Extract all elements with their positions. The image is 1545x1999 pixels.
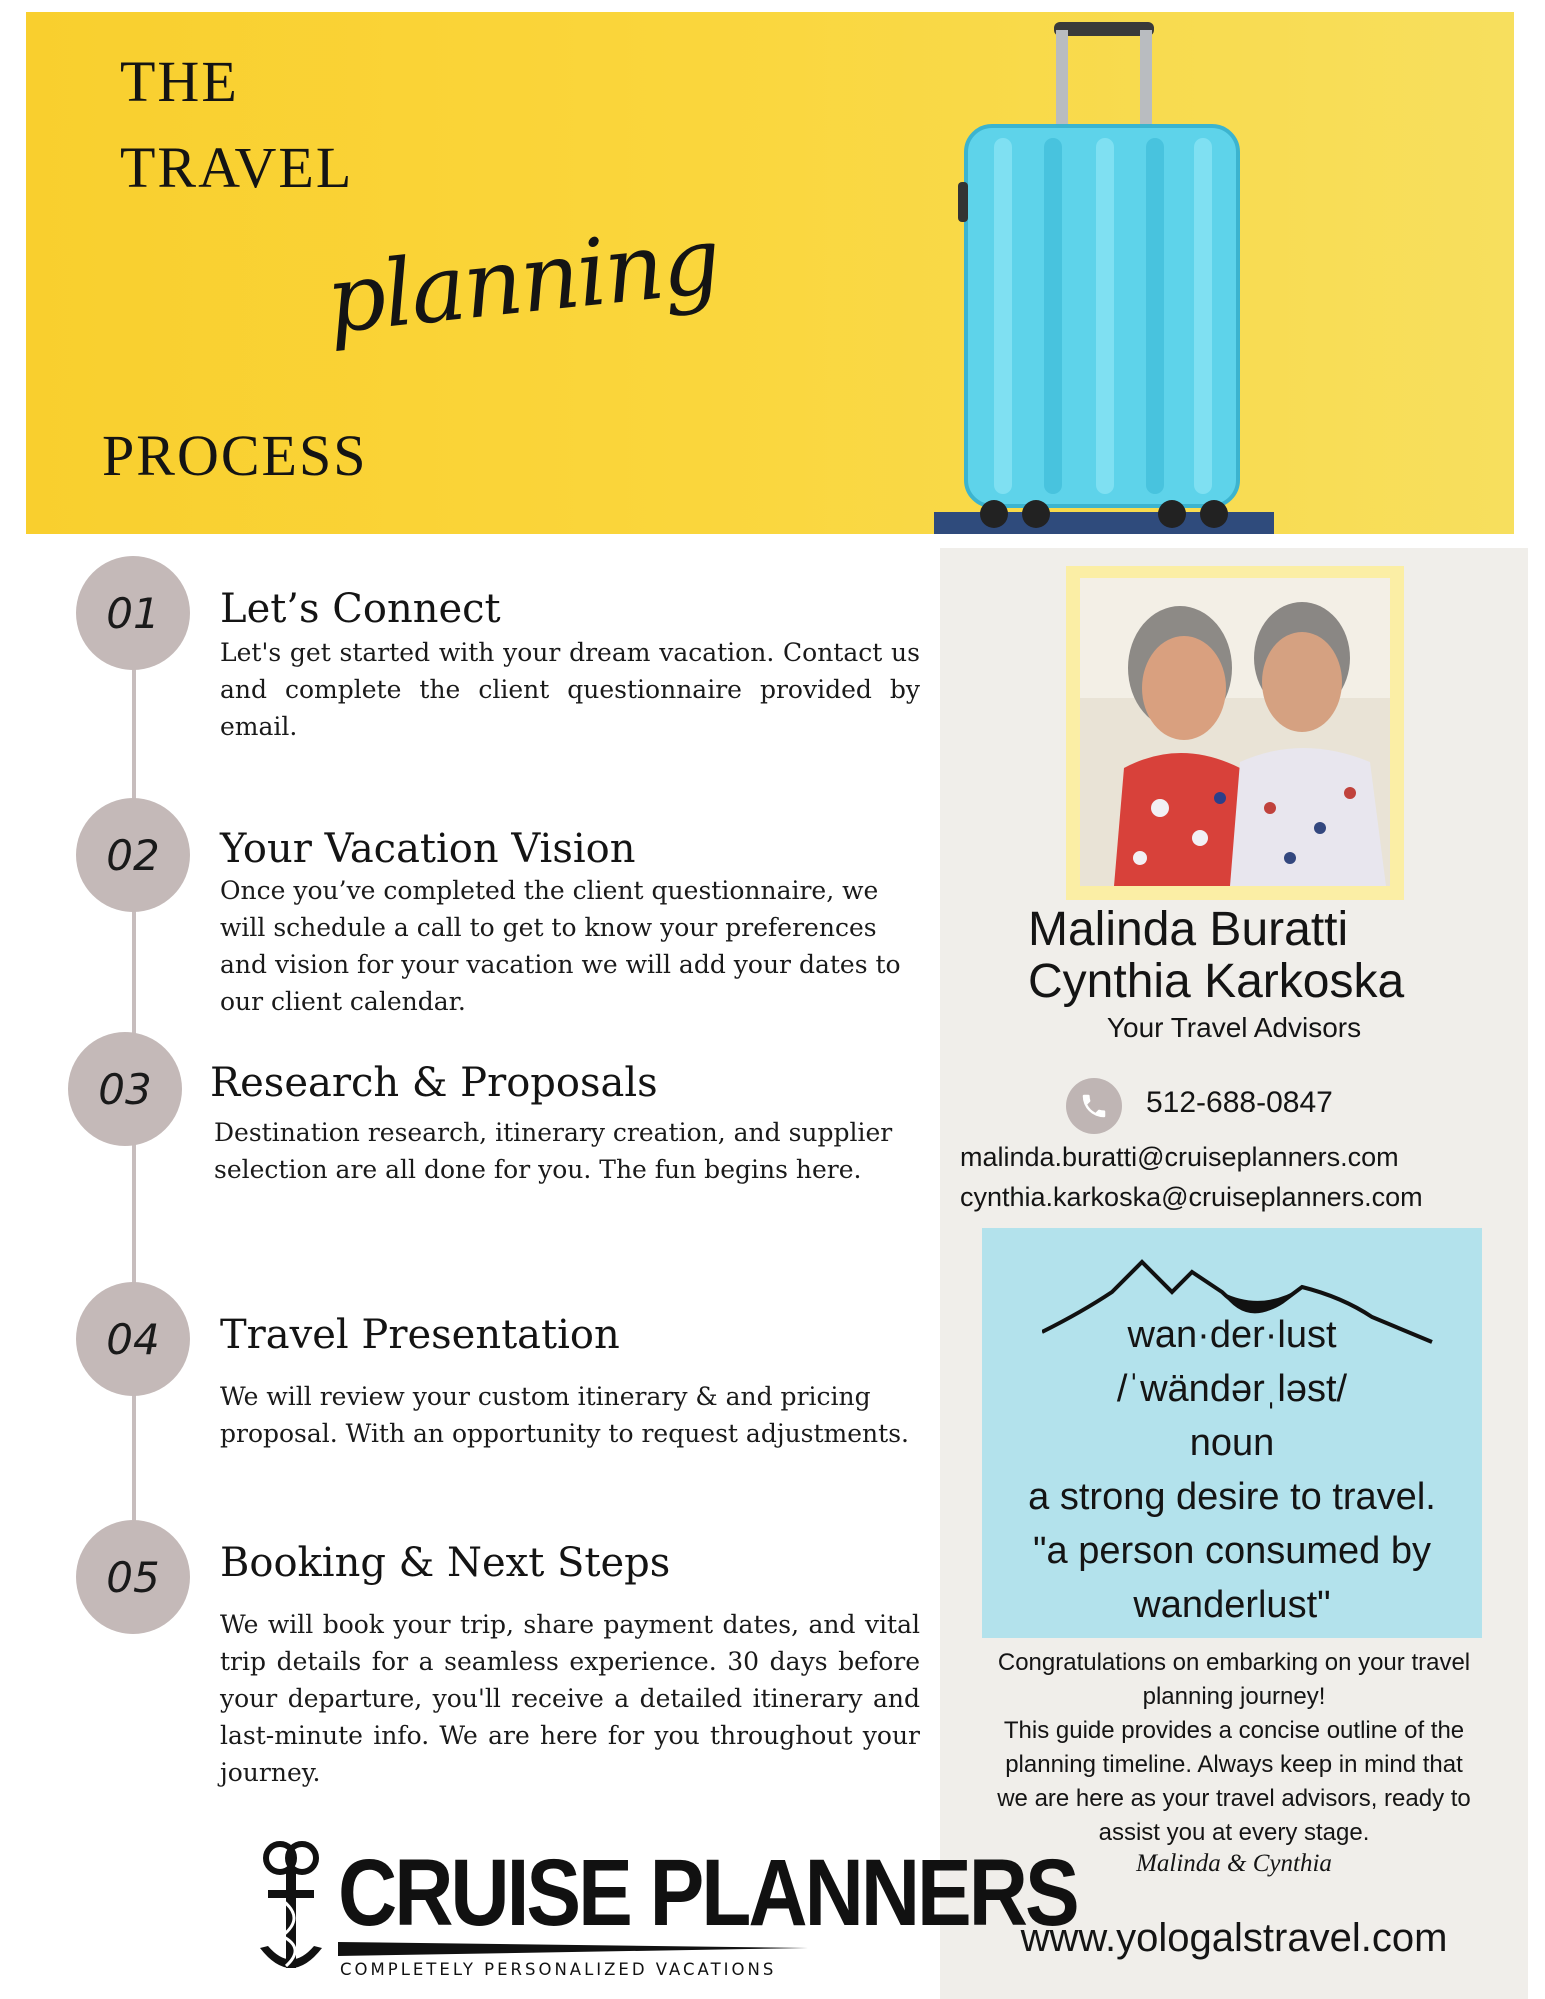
logo-underline xyxy=(338,1942,808,1956)
website-link[interactable]: www.yologalstravel.com xyxy=(1020,1916,1448,1960)
step-title-2: Your Vacation Vision xyxy=(220,826,636,872)
advisor-name-1: Malinda Buratti xyxy=(1028,903,1349,956)
step-number-3: 03 xyxy=(68,1032,182,1146)
closing-line-6: assist you at every stage. xyxy=(1098,1819,1370,1846)
hero-title-line1: THE xyxy=(120,49,239,114)
closing-line-4: planning timeline. Always keep in mind that xyxy=(1005,1751,1463,1778)
logo-wordmark: CRUISE PLANNERS xyxy=(338,1841,1077,1946)
wanderlust-definition: a strong desire to travel. xyxy=(1028,1476,1436,1518)
step-text-3: Destination research, itinerary creation, and supplier selection are all done for you. The fun begins here. xyxy=(214,1118,893,1184)
phone-icon xyxy=(1066,1078,1122,1134)
wanderlust-example-2: wanderlust" xyxy=(1133,1584,1331,1626)
advisor-name-2: Cynthia Karkoska xyxy=(1028,955,1405,1008)
advisor-role: Your Travel Advisors xyxy=(1106,1012,1362,1043)
signature: Malinda & Cynthia xyxy=(1136,1850,1332,1877)
suitcase-illustration xyxy=(924,12,1284,534)
step-title-5: Booking & Next Steps xyxy=(220,1540,671,1586)
wanderlust-pronunciation: /ˈwändərˌləst/ xyxy=(1116,1368,1348,1410)
wanderlust-part-of-speech: noun xyxy=(1189,1422,1275,1464)
logo-tagline: COMPLETELY PERSONALIZED VACATIONS xyxy=(340,1960,777,1979)
anchor-icon xyxy=(256,1838,326,1988)
step-number-1: 01 xyxy=(76,556,190,670)
advisor-names xyxy=(1028,904,1404,1008)
step-text-5: We will book your trip, share payment dates, and vital trip details for a seamless experience. 30 days before your departure, you'll receive a detailed itinerary and last-minute info. We are here for you throughout your journey. xyxy=(220,1610,920,1787)
step-number-5: 05 xyxy=(76,1520,190,1634)
step-text-1: Let's get started with your dream vacation. Contact us and complete the client questionnaire provided by email. xyxy=(220,638,920,741)
phone-number[interactable]: 512-688-0847 xyxy=(1146,1086,1333,1119)
closing-message xyxy=(960,1646,1508,1850)
email-1[interactable]: malinda.buratti@cruiseplanners.com xyxy=(960,1142,1399,1172)
email-2[interactable]: cynthia.karkoska@cruiseplanners.com xyxy=(960,1182,1423,1212)
hero-banner xyxy=(26,12,1514,534)
step-number-4: 04 xyxy=(76,1282,190,1396)
hero-title-line2: TRAVEL xyxy=(120,135,354,200)
hero-title-script: planning xyxy=(321,206,724,355)
hero-title-line4: PROCESS xyxy=(102,423,368,488)
advisors-photo xyxy=(1080,578,1390,886)
wanderlust-example-1: "a person consumed by xyxy=(1033,1530,1431,1572)
closing-line-5: we are here as your travel advisors, ready to xyxy=(997,1785,1471,1812)
step-title-1: Let’s Connect xyxy=(220,586,501,632)
step-text-4: We will review your custom itinerary & and pricing proposal. With an opportunity to request adjustments. xyxy=(220,1382,909,1448)
wanderlust-box xyxy=(982,1228,1482,1638)
closing-line-1: Congratulations on embarking on your travel xyxy=(997,1649,1471,1676)
step-title-3: Research & Proposals xyxy=(210,1060,658,1106)
step-text-2: Once you’ve completed the client questionnaire, we will schedule a call to get to know your preferences and vision for your vacation we will add your dates to our client calendar. xyxy=(220,876,901,1016)
closing-line-3: This guide provides a concise outline of the xyxy=(1003,1717,1465,1744)
closing-line-2: planning journey! xyxy=(1142,1683,1326,1710)
wanderlust-word: wan·der·lust xyxy=(1127,1314,1337,1356)
step-title-4: Travel Presentation xyxy=(220,1312,620,1358)
step-number-2: 02 xyxy=(76,798,190,912)
